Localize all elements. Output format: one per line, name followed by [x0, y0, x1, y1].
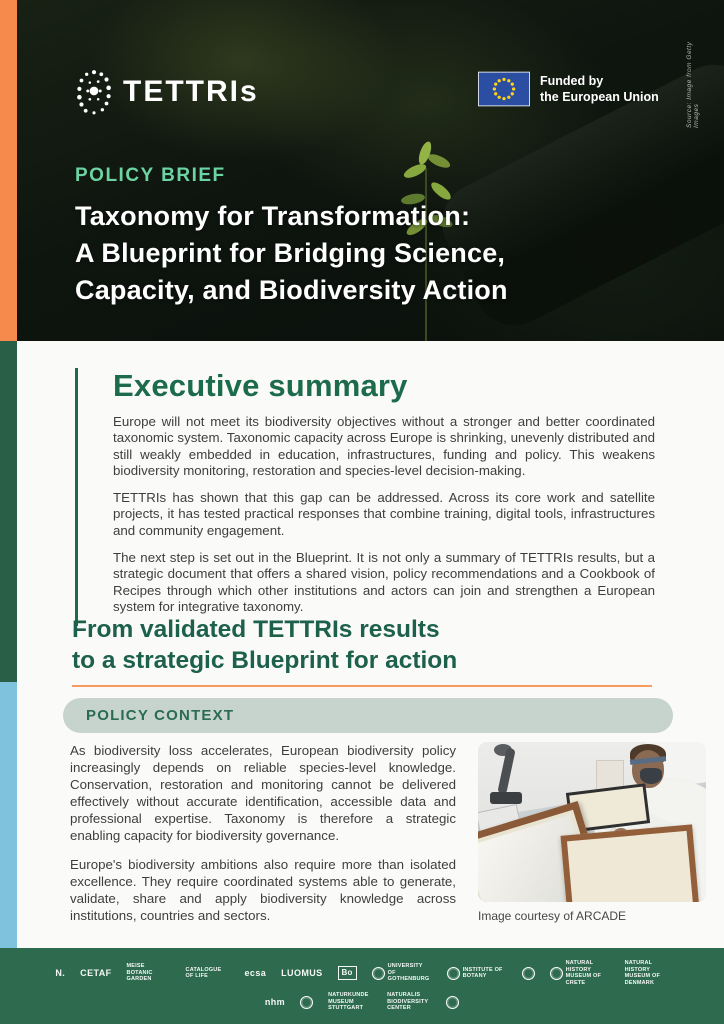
meise-botanic-garden-label: MEISE BOTANIC GARDEN	[126, 963, 153, 983]
header-banner	[17, 0, 724, 341]
image-caption: Image courtesy of ARCADE	[478, 909, 627, 923]
nhm-crete-seal-icon	[550, 967, 563, 980]
partner-logos-footer	[0, 948, 724, 1024]
eu-funding-line1: Funded by	[540, 74, 604, 88]
eu-funding-line2: the European Union	[540, 90, 659, 104]
executive-summary-paragraph-1: Europe will not meet its biodiversity objectives without a stronger and better coordinated taxonomic system. Taxonomic capacity across Europe is shrinking, unevenly distributed and still weakly embedded in education, infrastructures, funding and policy. This weakens biodiversity monitoring, restoration and species-level decision-making.	[113, 414, 655, 478]
arcade-specimen-photo	[478, 742, 706, 902]
partner-logo-university-of-gothenburg	[372, 963, 432, 983]
stripe-green-segment	[0, 341, 17, 682]
partner-logo-naturkundemuseum-stuttgart	[328, 992, 372, 1012]
nhm-denmark-label: NATURAL HISTORY MUSEUM OF DENMARK	[624, 959, 661, 986]
brand-wordmark: TETTRIs	[123, 75, 259, 108]
policy-brief-kicker: POLICY BRIEF	[75, 165, 226, 186]
executive-summary-section	[75, 368, 655, 626]
title-line-1: Taxonomy for Transformation:	[75, 201, 471, 231]
n-museum-label: N.	[55, 967, 66, 978]
university-of-gothenburg-seal-icon	[372, 967, 385, 980]
partner-logo-row-1	[0, 960, 724, 986]
policy-context-text-column	[70, 742, 456, 936]
policy-context-image-column	[478, 742, 706, 936]
university-seal-seal-icon	[522, 967, 535, 980]
institute-of-botany-seal-icon	[447, 967, 460, 980]
policy-context-paragraph-2: Europe's biodiversity ambitions also require more than isolated excellence. They require coordinated systems able to generate, validate, share and apply biodiversity knowledge across institutions, countries and sectors.	[70, 857, 456, 923]
eu-flag-icon	[478, 71, 530, 107]
nhm-crete-label: NATURAL HISTORY MUSEUM OF CRETE	[565, 959, 602, 986]
eu-funding-text	[540, 71, 659, 105]
partner-logo-luomus	[281, 968, 322, 979]
executive-summary-paragraph-2: TETTRIs has shown that this gap can be addressed. Across its core work and satellite projects, it has tested practical responses that combine training, digital tools, infrastructures and community engagement.	[113, 490, 655, 538]
photo-face-mask	[640, 768, 662, 784]
partner-logo-nhm-denmark	[625, 960, 669, 986]
partner-logo-botanischer-garten-berlin	[338, 966, 357, 980]
blueprint-heading-text	[72, 614, 652, 676]
orange-divider-rule	[72, 685, 652, 687]
blueprint-heading-line-2: to a strategic Blueprint for action	[72, 647, 458, 674]
nhm-wien-label: nhm	[264, 996, 286, 1007]
luomus-label: LUOMUS	[281, 967, 323, 978]
blueprint-heading-line-1: From validated TETTRIs results	[72, 616, 440, 643]
ecsa-label: ecsa	[244, 967, 267, 978]
title-line-3: Capacity, and Biodiversity Action	[75, 275, 508, 305]
catalogue-of-life-label: CATALOGUE OF LIFE	[185, 966, 222, 980]
policy-context-columns	[70, 742, 706, 936]
naturalis-biodiversity-center-label: NATURALIS BIODIVERSITY CENTER	[387, 992, 429, 1012]
botanischer-garten-berlin-label: Bo	[338, 966, 357, 980]
partner-logo-catalogue-of-life	[186, 967, 230, 980]
partner-logo-cjb-geneve	[446, 996, 459, 1009]
partner-logo-naturalis-biodiversity-center	[387, 992, 431, 1012]
partner-logo-cetaf	[80, 968, 111, 979]
university-of-florence-seal-icon	[300, 996, 313, 1009]
cetaf-label: CETAF	[80, 967, 112, 978]
partner-logo-nhm-wien	[265, 997, 285, 1008]
policy-context-badge	[63, 698, 673, 733]
document-title	[75, 198, 508, 309]
partner-logo-ecsa	[245, 968, 267, 979]
partner-logo-row-2	[0, 992, 724, 1012]
cjb-geneve-seal-icon	[446, 996, 459, 1009]
microscope-base	[490, 792, 522, 804]
photo-microscope	[488, 748, 522, 810]
photo-credit-text: Source: Image from Getty Images	[686, 41, 700, 128]
tettris-dotted-spiral-icon	[75, 68, 113, 116]
main-content	[0, 341, 724, 948]
institute-of-botany-label: INSTITUTE OF BOTANY	[462, 966, 503, 980]
university-of-gothenburg-label: UNIVERSITY OF GOTHENBURG	[387, 963, 430, 983]
eu-funding-block	[478, 71, 659, 107]
blueprint-section-heading	[72, 614, 652, 687]
photo-specimen-frame-right	[561, 824, 700, 902]
partner-logo-n-museum	[55, 968, 65, 979]
partner-logo-meise-botanic-garden	[127, 963, 171, 983]
tettris-logo	[75, 68, 259, 116]
left-edge-stripe	[0, 0, 17, 948]
executive-summary-heading: Executive summary	[113, 368, 408, 403]
title-line-2: A Blueprint for Bridging Science,	[75, 238, 506, 268]
stripe-orange-segment	[0, 0, 17, 341]
sapling-leaf	[426, 152, 452, 170]
partner-logo-institute-of-botany	[447, 967, 507, 980]
partner-logo-university-seal	[522, 967, 535, 980]
executive-summary-paragraph-3: The next step is set out in the Blueprint. It is not only a summary of TETTRIs results, but a strategic document that offers a shared vision, policy recommendations and a Cookbook of Recipes through which other institutions and actors can join and strengthen a European system for integrative taxonomy.	[113, 550, 655, 614]
stripe-blue-segment	[0, 682, 17, 948]
policy-context-label: POLICY CONTEXT	[86, 707, 235, 724]
policy-context-paragraph-1: As biodiversity loss accelerates, European biodiversity policy increasingly depends on reliable species-level knowledge. Conservation, restoration and monitoring cannot be delivered effectively without accurate identification, accessible data and professional expertise. Taxonomy is therefore a strategic enabling capacity for biodiversity governance.	[70, 743, 456, 843]
partner-logo-university-of-florence	[300, 996, 313, 1009]
partner-logo-nhm-crete	[550, 960, 610, 986]
naturkundemuseum-stuttgart-label: NATURKUNDE MUSEUM STUTTGART	[328, 992, 369, 1012]
